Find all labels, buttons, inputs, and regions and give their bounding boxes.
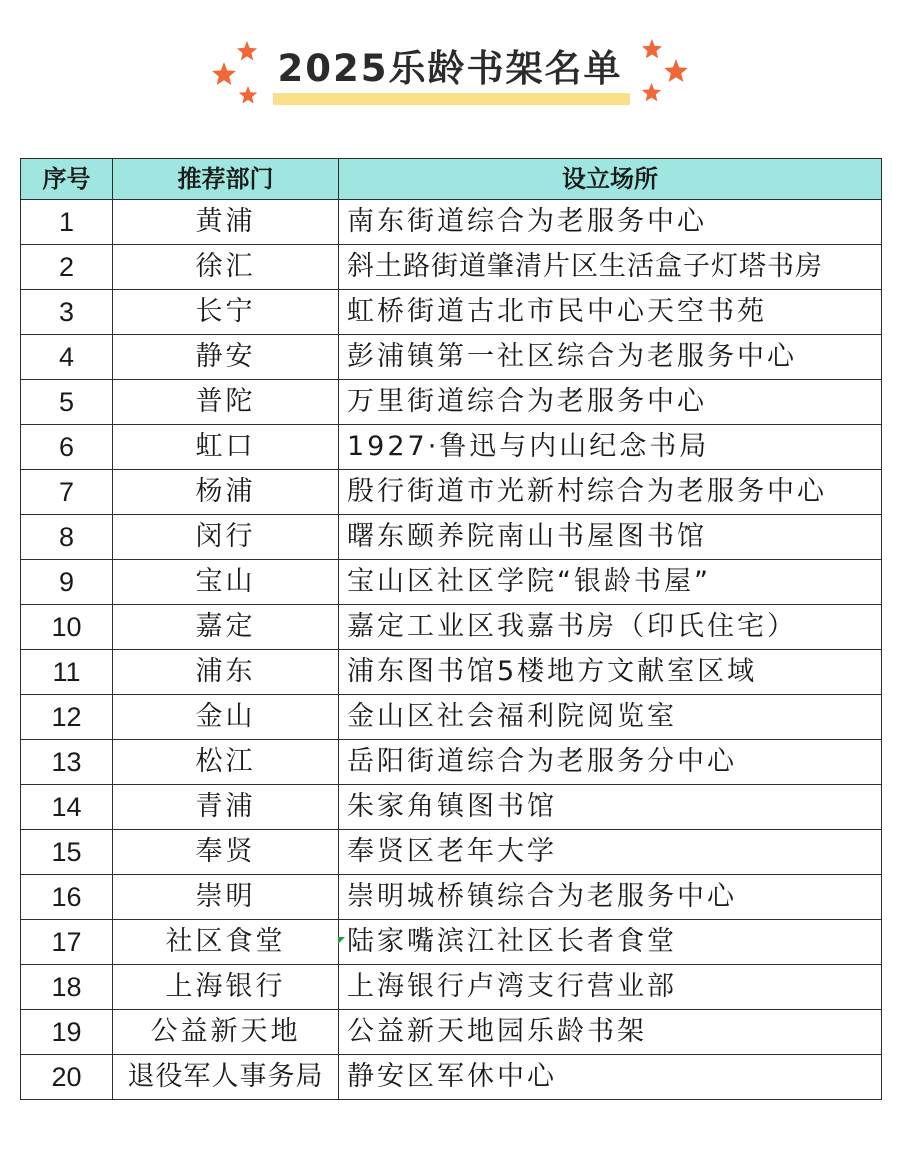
cell-location: 岳阳街道综合为老服务分中心 — [339, 740, 882, 785]
cell-location: 公益新天地园乐龄书架 — [339, 1010, 882, 1055]
table-row — [21, 830, 882, 875]
cell-serial-number: 6 — [21, 425, 113, 470]
cell-location: 宝山区社区学院“银龄书屋” — [339, 560, 882, 605]
cell-department: 浦东 — [113, 650, 339, 695]
table-row — [21, 515, 882, 560]
cell-serial-number: 13 — [21, 740, 113, 785]
table-row — [21, 1010, 882, 1055]
cell-location: 虹桥街道古北市民中心天空书苑 — [339, 290, 882, 335]
cell-department: 金山 — [113, 695, 339, 740]
cell-department: 杨浦 — [113, 470, 339, 515]
cell-serial-number: 9 — [21, 560, 113, 605]
header-location: 设立场所 — [339, 159, 882, 200]
cell-location: 南东街道综合为老服务中心 — [339, 200, 882, 245]
cell-department: 虹口 — [113, 425, 339, 470]
table-row — [21, 695, 882, 740]
cell-location: 嘉定工业区我嘉书房（印氏住宅） — [339, 605, 882, 650]
page-title: 2025乐龄书架名单 — [277, 47, 623, 90]
cell-department: 上海银行 — [113, 965, 339, 1010]
table-row — [21, 380, 882, 425]
cell-location: 殷行街道市光新村综合为老服务中心 — [339, 470, 882, 515]
cell-location: 奉贤区老年大学 — [339, 830, 882, 875]
table-row — [21, 245, 882, 290]
cell-serial-number: 20 — [21, 1055, 113, 1100]
table-row — [21, 425, 882, 470]
cell-serial-number: 19 — [21, 1010, 113, 1055]
cell-serial-number: 15 — [21, 830, 113, 875]
cell-department: 闵行 — [113, 515, 339, 560]
cell-serial-number: 5 — [21, 380, 113, 425]
cell-serial-number: 1 — [21, 200, 113, 245]
cell-location: 1927·鲁迅与内山纪念书局 — [339, 425, 882, 470]
cell-serial-number: 2 — [21, 245, 113, 290]
cell-serial-number: 7 — [21, 470, 113, 515]
cell-serial-number: 14 — [21, 785, 113, 830]
cell-location: 浦东图书馆5楼地方文献室区域 — [339, 650, 882, 695]
cell-department: 青浦 — [113, 785, 339, 830]
cell-location: 陆家嘴滨江社区长者食堂 — [339, 920, 882, 965]
cell-department: 嘉定 — [113, 605, 339, 650]
table-row — [21, 920, 882, 965]
title-underline — [273, 93, 630, 105]
cell-department: 退役军人事务局 — [113, 1055, 339, 1100]
cell-location: 静安区军休中心 — [339, 1055, 882, 1100]
cell-serial-number: 16 — [21, 875, 113, 920]
cell-location: 朱家角镇图书馆 — [339, 785, 882, 830]
table-row — [21, 785, 882, 830]
cell-serial-number: 8 — [21, 515, 113, 560]
title-banner — [0, 0, 900, 120]
header-serial-number: 序号 — [21, 159, 113, 200]
cell-department: 长宁 — [113, 290, 339, 335]
cell-location: 彭浦镇第一社区综合为老服务中心 — [339, 335, 882, 380]
cell-location: 万里街道综合为老服务中心 — [339, 380, 882, 425]
cell-location: 崇明城桥镇综合为老服务中心 — [339, 875, 882, 920]
cell-department: 静安 — [113, 335, 339, 380]
table-row — [21, 875, 882, 920]
table-header-row — [21, 159, 882, 200]
cell-location: 上海银行卢湾支行营业部 — [339, 965, 882, 1010]
table-row — [21, 560, 882, 605]
cell-department: 奉贤 — [113, 830, 339, 875]
table-row — [21, 740, 882, 785]
cell-serial-number: 4 — [21, 335, 113, 380]
table-row — [21, 290, 882, 335]
cell-location: 金山区社会福利院阅览室 — [339, 695, 882, 740]
cell-location: 斜土路街道肇清片区生活盒子灯塔书房 — [339, 245, 882, 290]
cell-department: 社区食堂 — [113, 920, 339, 965]
table-row — [21, 335, 882, 380]
cell-serial-number: 10 — [21, 605, 113, 650]
table-row — [21, 470, 882, 515]
cell-department: 徐汇 — [113, 245, 339, 290]
cell-department: 宝山 — [113, 560, 339, 605]
cell-department: 黄浦 — [113, 200, 339, 245]
table-row — [21, 200, 882, 245]
cell-serial-number: 12 — [21, 695, 113, 740]
cell-serial-number: 17 — [21, 920, 113, 965]
cell-department: 崇明 — [113, 875, 339, 920]
cell-serial-number: 3 — [21, 290, 113, 335]
cell-department: 公益新天地 — [113, 1010, 339, 1055]
table-row — [21, 1055, 882, 1100]
cell-department: 松江 — [113, 740, 339, 785]
table-row — [21, 650, 882, 695]
table-row — [21, 965, 882, 1010]
table-row — [21, 605, 882, 650]
cell-serial-number: 18 — [21, 965, 113, 1010]
cell-serial-number: 11 — [21, 650, 113, 695]
cell-location: 曙东颐养院南山书屋图书馆 — [339, 515, 882, 560]
cell-department: 普陀 — [113, 380, 339, 425]
cell-marker — [338, 937, 345, 944]
header-recommending-department: 推荐部门 — [113, 159, 339, 200]
bookshelf-list-table — [20, 158, 882, 1100]
